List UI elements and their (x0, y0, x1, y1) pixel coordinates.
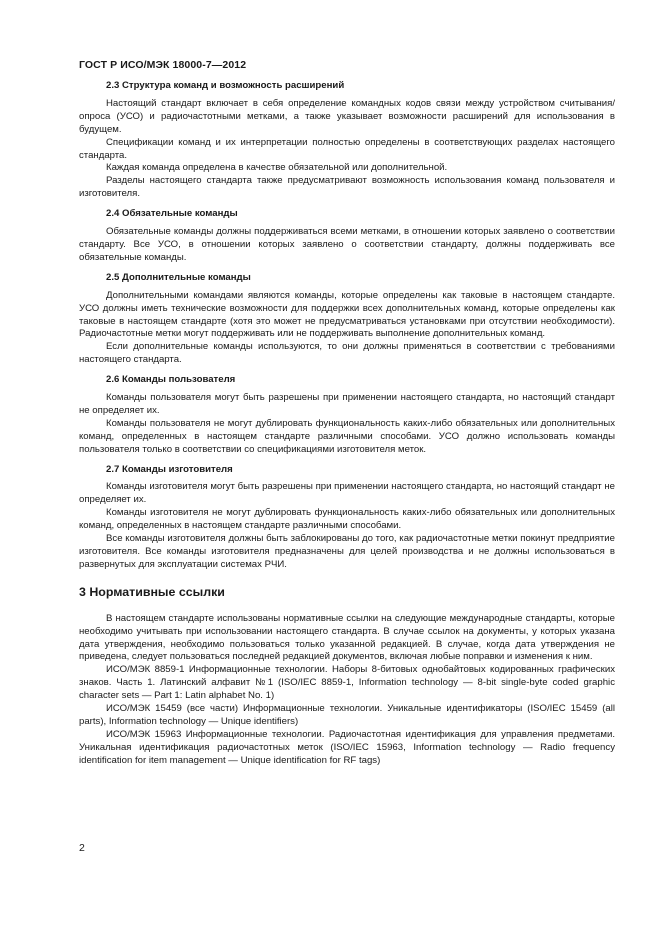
section-heading-2-3: 2.3 Структура команд и возможность расширений (106, 80, 345, 91)
reference-entry: ИСО/МЭК 15459 (все части) Информационные технологии. Уникальные идентификаторы (ISO/IEC 15459 (all parts), Information technology — Unique identifiers) (79, 703, 615, 727)
paragraph: Обязательные команды должны поддерживаться всеми метками, в отношении которых заявлено о соответствии стандарту. Все УСО, в отношении которых заявлено о соответствии стандарту, должны поддерживать все обязательные команды. (79, 226, 615, 263)
paragraph: Команды изготовителя могут быть разрешены при применении настоящего стандарта, но настоящий стандарт не определяет их. (79, 481, 615, 506)
paragraph: Разделы настоящего стандарта также предусматривают возможность использования команд пользователя и изготовителя. (79, 175, 615, 200)
section-heading-2-6: 2.6 Команды пользователя (106, 374, 236, 386)
reference-entry: ИСО/МЭК 15963 Информационные технологии. Радиочастотная идентификация для управления предметами. Уникальная идентификация радиочастотных меток (ISO/IEC 15963, Information technology — Radio frequency identification for item management — Unique identification for RF tags) (79, 728, 615, 766)
chapter-heading-3: 3 Нормативные ссылки (79, 584, 225, 599)
section-heading-2-7: 2.7 Команды изготовителя (106, 463, 233, 475)
paragraph: Команды пользователя не могут дублировать функциональность каких-либо обязательных или дополнительных команд, определенных в настоящем стандарте различными способами. УСО должно использовать команды пользователя только в соответствии со спецификациями изготовителя меток. (79, 417, 615, 455)
paragraph: Все команды изготовителя должны быть заблокированы до того, как радиочастотные метки покинут предприятие изготовителя. Все команды изготовителя предназначены для целей производства и не должны использоваться в развернутых для эксплуатации системах РЧИ. (79, 533, 615, 570)
section-heading-2-4: 2.4 Обязательные команды (106, 208, 238, 220)
paragraph: Дополнительными командами являются команды, которые определены как таковые в настоящем стандарте. УСО должны иметь технические возможности для поддержки всех дополнительных команд, которые определены как таковые в настоящем стандарте (хотя это может не предусматриваться установками при отсутствии необходимости). Радиочастотные метки могут поддерживать или не поддерживать выполнение дополнительных команд. (79, 289, 615, 340)
reference-entry: ИСО/МЭК 8859-1 Информационные технологии. Наборы 8-битовых однобайтовых кодированных графических знаков. Часть 1. Латинский алфавит №1 (ISO/IEC 8859-1, Information technology — 8-bit single-byte coded graphic character sets — Part 1: Latin alphabet No. 1) (79, 664, 615, 702)
document-body (79, 80, 615, 768)
section-heading-2-5: 2.5 Дополнительные команды (106, 271, 251, 283)
paragraph: Команды пользователя могут быть разрешены при применении настоящего стандарта, но настоящий стандарт не определяет их. (79, 392, 615, 416)
document-header: ГОСТ Р ИСО/МЭК 18000-7—2012 (79, 59, 247, 71)
paragraph: Спецификации команд и их интерпретации полностью определены в соответствующих разделах настоящего стандарта. (79, 136, 615, 161)
paragraph: Настоящий стандарт включает в себя определение командных кодов связи между устройством считывания/опроса (УСО) и радиочастотными метками, а также указывает возможности расширений для использования в будущем. (79, 97, 615, 135)
paragraph: Команды изготовителя не могут дублировать функциональность каких-либо обязательных или дополнительных команд, определенных в настоящем стандарте различными способами. (79, 507, 615, 532)
paragraph: Если дополнительные команды используются, то они должны применяться в соответствии с требованиями настоящего стандарта. (79, 341, 615, 366)
paragraph: В настоящем стандарте использованы нормативные ссылки на следующие международные стандарты, которые необходимо учитывать при использовании настоящего стандарта. В случае ссылок на документы, у которых указана дата утверждения, необходимо пользоваться только указанной редакцией. В случае, когда дата утверждения не приведена, следует пользоваться последней редакцией документов, включая любые поправки и изменения к ним. (79, 612, 615, 663)
page-number: 2 (79, 842, 85, 854)
paragraph: Каждая команда определена в качестве обязательной или дополнительной. (106, 162, 448, 174)
